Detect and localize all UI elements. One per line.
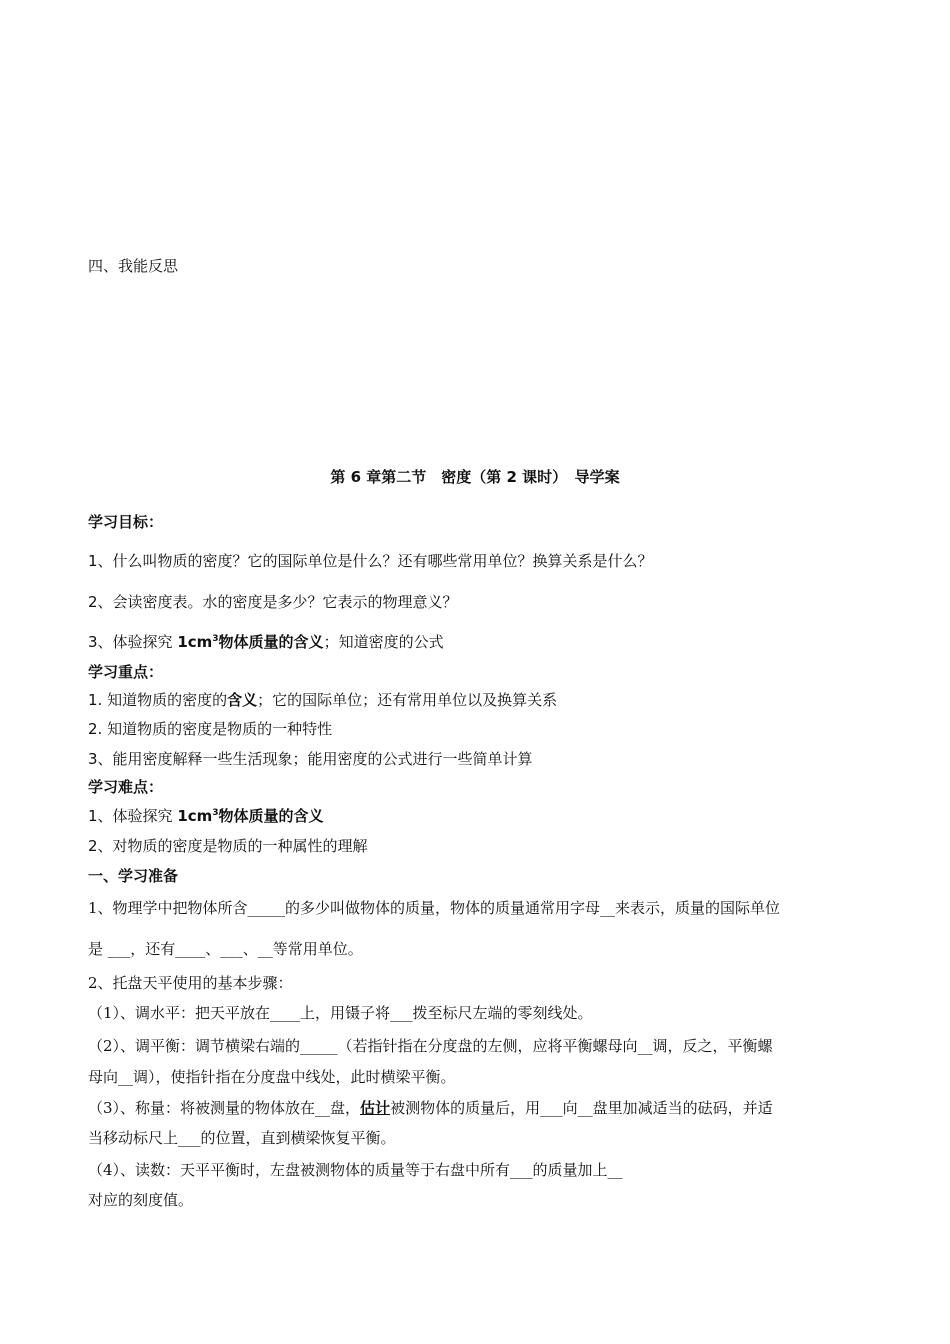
reflect-heading: 四、我能反思 [88,257,179,275]
prep-question-2: 2、托盘天平使用的基本步骤： [88,974,293,992]
prep-step-4-cont: 对应的刻度值。 [88,1191,194,1209]
key-points-heading: 学习重点： [88,663,164,681]
prep-question-1-cont: 是 ___，还有____、___、__等常用单位。 [88,940,363,958]
prep-step-1: （1）、调水平：把天平放在____上，用镊子将___拨至标尺左端的零刻线处。 [88,1004,593,1022]
prep-step-4: （4）、读数：天平平衡时，左盘被测物体的质量等于右盘中所有___的质量加上__ [88,1161,623,1179]
prep-step-3: （3）、称量：将被测量的物体放在__盘，估计被测物体的质量后，用___向__盘里加减适当的砝码，并适 [88,1099,773,1117]
prep-question-1: 1、物理学中把物体所含_____的多少叫做物体的质量，物体的质量通常用字母__来表示，质量的国际单位 [88,899,781,917]
objectives-heading: 学习目标： [88,513,164,531]
key-point-item: 1. 知道物质的密度的含义；它的国际单位；还有常用单位以及换算关系 [88,691,558,709]
difficulty-item: 1、体验探究 $1cm^3$物体质量的含义 [88,807,324,825]
objective-item: 3、体验探究 $1cm^3$物体质量的含义；知道密度的公式 [88,633,444,651]
key-point-item: 3、能用密度解释一些生活现象；能用密度的公式进行一些简单计算 [88,750,533,768]
prep-heading: 一、学习准备 [88,867,179,885]
difficulties-heading: 学习难点： [88,778,164,796]
prep-step-2-cont: 母向__调），使指针指在分度盘中线处，此时横梁平衡。 [88,1068,456,1086]
prep-step-3-cont: 当移动标尺上___的位置，直到横梁恢复平衡。 [88,1129,396,1147]
objective-item: 1、什么叫物质的密度？它的国际单位是什么？还有哪些常用单位？换算关系是什么？ [88,552,653,570]
objective-item: 2、会读密度表。水的密度是多少？它表示的物理意义？ [88,593,458,611]
difficulty-item: 2、对物质的密度是物质的一种属性的理解 [88,837,368,855]
page-title: 第 6 章第二节 密度（第 2 课时） 导学案 [330,468,620,486]
prep-step-2: （2）、调平衡：调节横梁右端的_____（若指针指在分度盘的左侧，应将平衡螺母向__调，反之，平衡螺 [88,1037,773,1055]
key-point-item: 2. 知道物质的密度是物质的一种特性 [88,720,333,738]
